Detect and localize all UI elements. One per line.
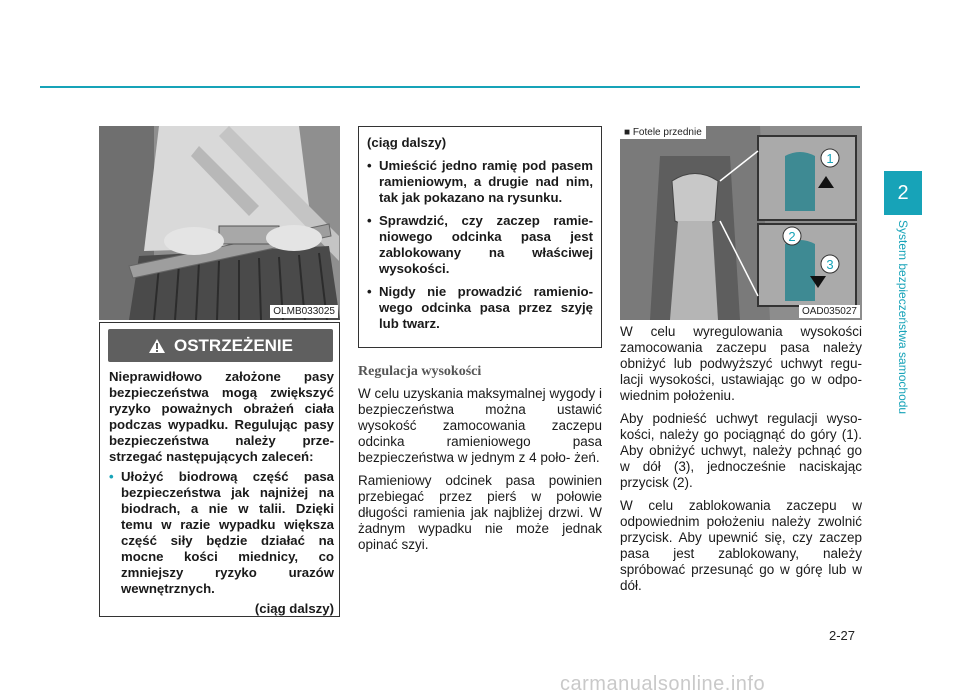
continued-heading: (ciąg dalszy): [367, 135, 447, 150]
paragraph: Aby podnieść uchwyt regulacji wyso- kości, należy go pociągnąć do góry (1). Aby obniżyć uchwyt, należy pchnąć go w dół (3), jednocześnie naciskając przycisk (2).: [620, 411, 862, 490]
paragraph: W celu wyregulowania wysokości zamocowania zaczepu pasa należy obniżyć lub podwyższyć uchwyt regu- lacji wysokości, ustawiając go w odpo- wiednim położeniu.: [620, 324, 862, 403]
watermark: carmanualsonline.info: [560, 673, 766, 695]
callout-number: 1: [826, 151, 834, 166]
continued-bullet: [367, 213, 593, 277]
height-section: [358, 364, 602, 560]
callout-number: 2: [788, 229, 796, 244]
bullet-icon: •: [367, 284, 372, 299]
bullet-icon: •: [109, 469, 114, 484]
seatbelt-lap-image: [99, 126, 340, 320]
continued-bullet: [367, 284, 593, 332]
warning-bullet: [109, 469, 334, 597]
continued-bullet-text: Umieścić jedno ramię pod pasem ramieniowym, a drugie nad nim, tak jak pokazano na rysunku.: [379, 158, 593, 205]
height-adjuster-illustration: [620, 126, 862, 320]
height-adjuster-image: [620, 126, 862, 320]
top-rule: [40, 86, 860, 88]
chapter-tab: 2: [884, 171, 922, 215]
section-title: Regulacja wysokości: [358, 364, 482, 379]
warning-body: [109, 369, 334, 617]
continued-warning-box: [358, 126, 602, 348]
bullet-icon: •: [367, 213, 372, 228]
continued-bullet-text: Nigdy nie prowadzić ramienio- wego odcinka pasa przez szyję lub twarz.: [379, 284, 593, 331]
warning-continued: (ciąg dalszy): [254, 601, 334, 616]
warning-icon: [148, 338, 166, 354]
warning-intro: Nieprawidłowo założone pasy bezpieczeństwa mogą zwiększyć ryzyko poważnych obrażeń ciała podczas wypadku. Regulując pasy bezpieczeństwa należy prze- strzegać następujących zaleceń:: [109, 369, 334, 464]
paragraph: W celu uzyskania maksymalnej wygody i bezpieczeństwa można ustawić wysokość zamocowania zaczepu odcinka ramieniowego pasa bezpieczeństwa w jednym z 4 poło- żeń.: [358, 386, 602, 465]
warning-box: [99, 322, 340, 617]
figure-code: OAD035027: [799, 305, 860, 318]
continued-bullet: [367, 158, 593, 206]
figure-caption: ■ Fotele przednie: [620, 126, 706, 139]
continued-bullet-text: Sprawdzić, czy zaczep ramie- niowego odcinka pasa jest zablokowany na właściwej wysokości.: [379, 213, 593, 276]
seatbelt-lap-illustration: [99, 126, 340, 320]
warning-header: [108, 329, 333, 362]
adjustment-instructions: [620, 324, 862, 601]
page-number: 2-27: [829, 628, 856, 643]
paragraph: W celu zablokowania zaczepu w odpowiednim położeniu należy zwolnić przycisk. Aby upewnić się, czy zaczep pasa jest zablokowany, należy spróbować przesunąć go w górę lub w dół.: [620, 498, 862, 593]
continued-body: [367, 135, 593, 332]
paragraph: Ramieniowy odcinek pasa powinien przebiegać przez pierś w połowie długości ramienia jak najbliżej drzwi. W żadnym wypadku nie może jednak opinać szyi.: [358, 473, 602, 552]
warning-bullet-text: Ułożyć biodrową część pasa bezpieczeństwa jak najniżej na biodrach, a nie w talii. Dzięki temu w razie wypadku większa część siły będzie działać na mocne kości miednicy, co zmniejszy ryzyko urazów wewnętrznych.: [121, 469, 334, 596]
warning-title: OSTRZEŻENIE: [173, 335, 293, 355]
callout-number: 3: [826, 257, 834, 272]
figure-code: OLMB033025: [270, 305, 338, 318]
bullet-icon: •: [367, 158, 372, 173]
chapter-label: System bezpieczeństwa samochodu: [896, 220, 910, 415]
